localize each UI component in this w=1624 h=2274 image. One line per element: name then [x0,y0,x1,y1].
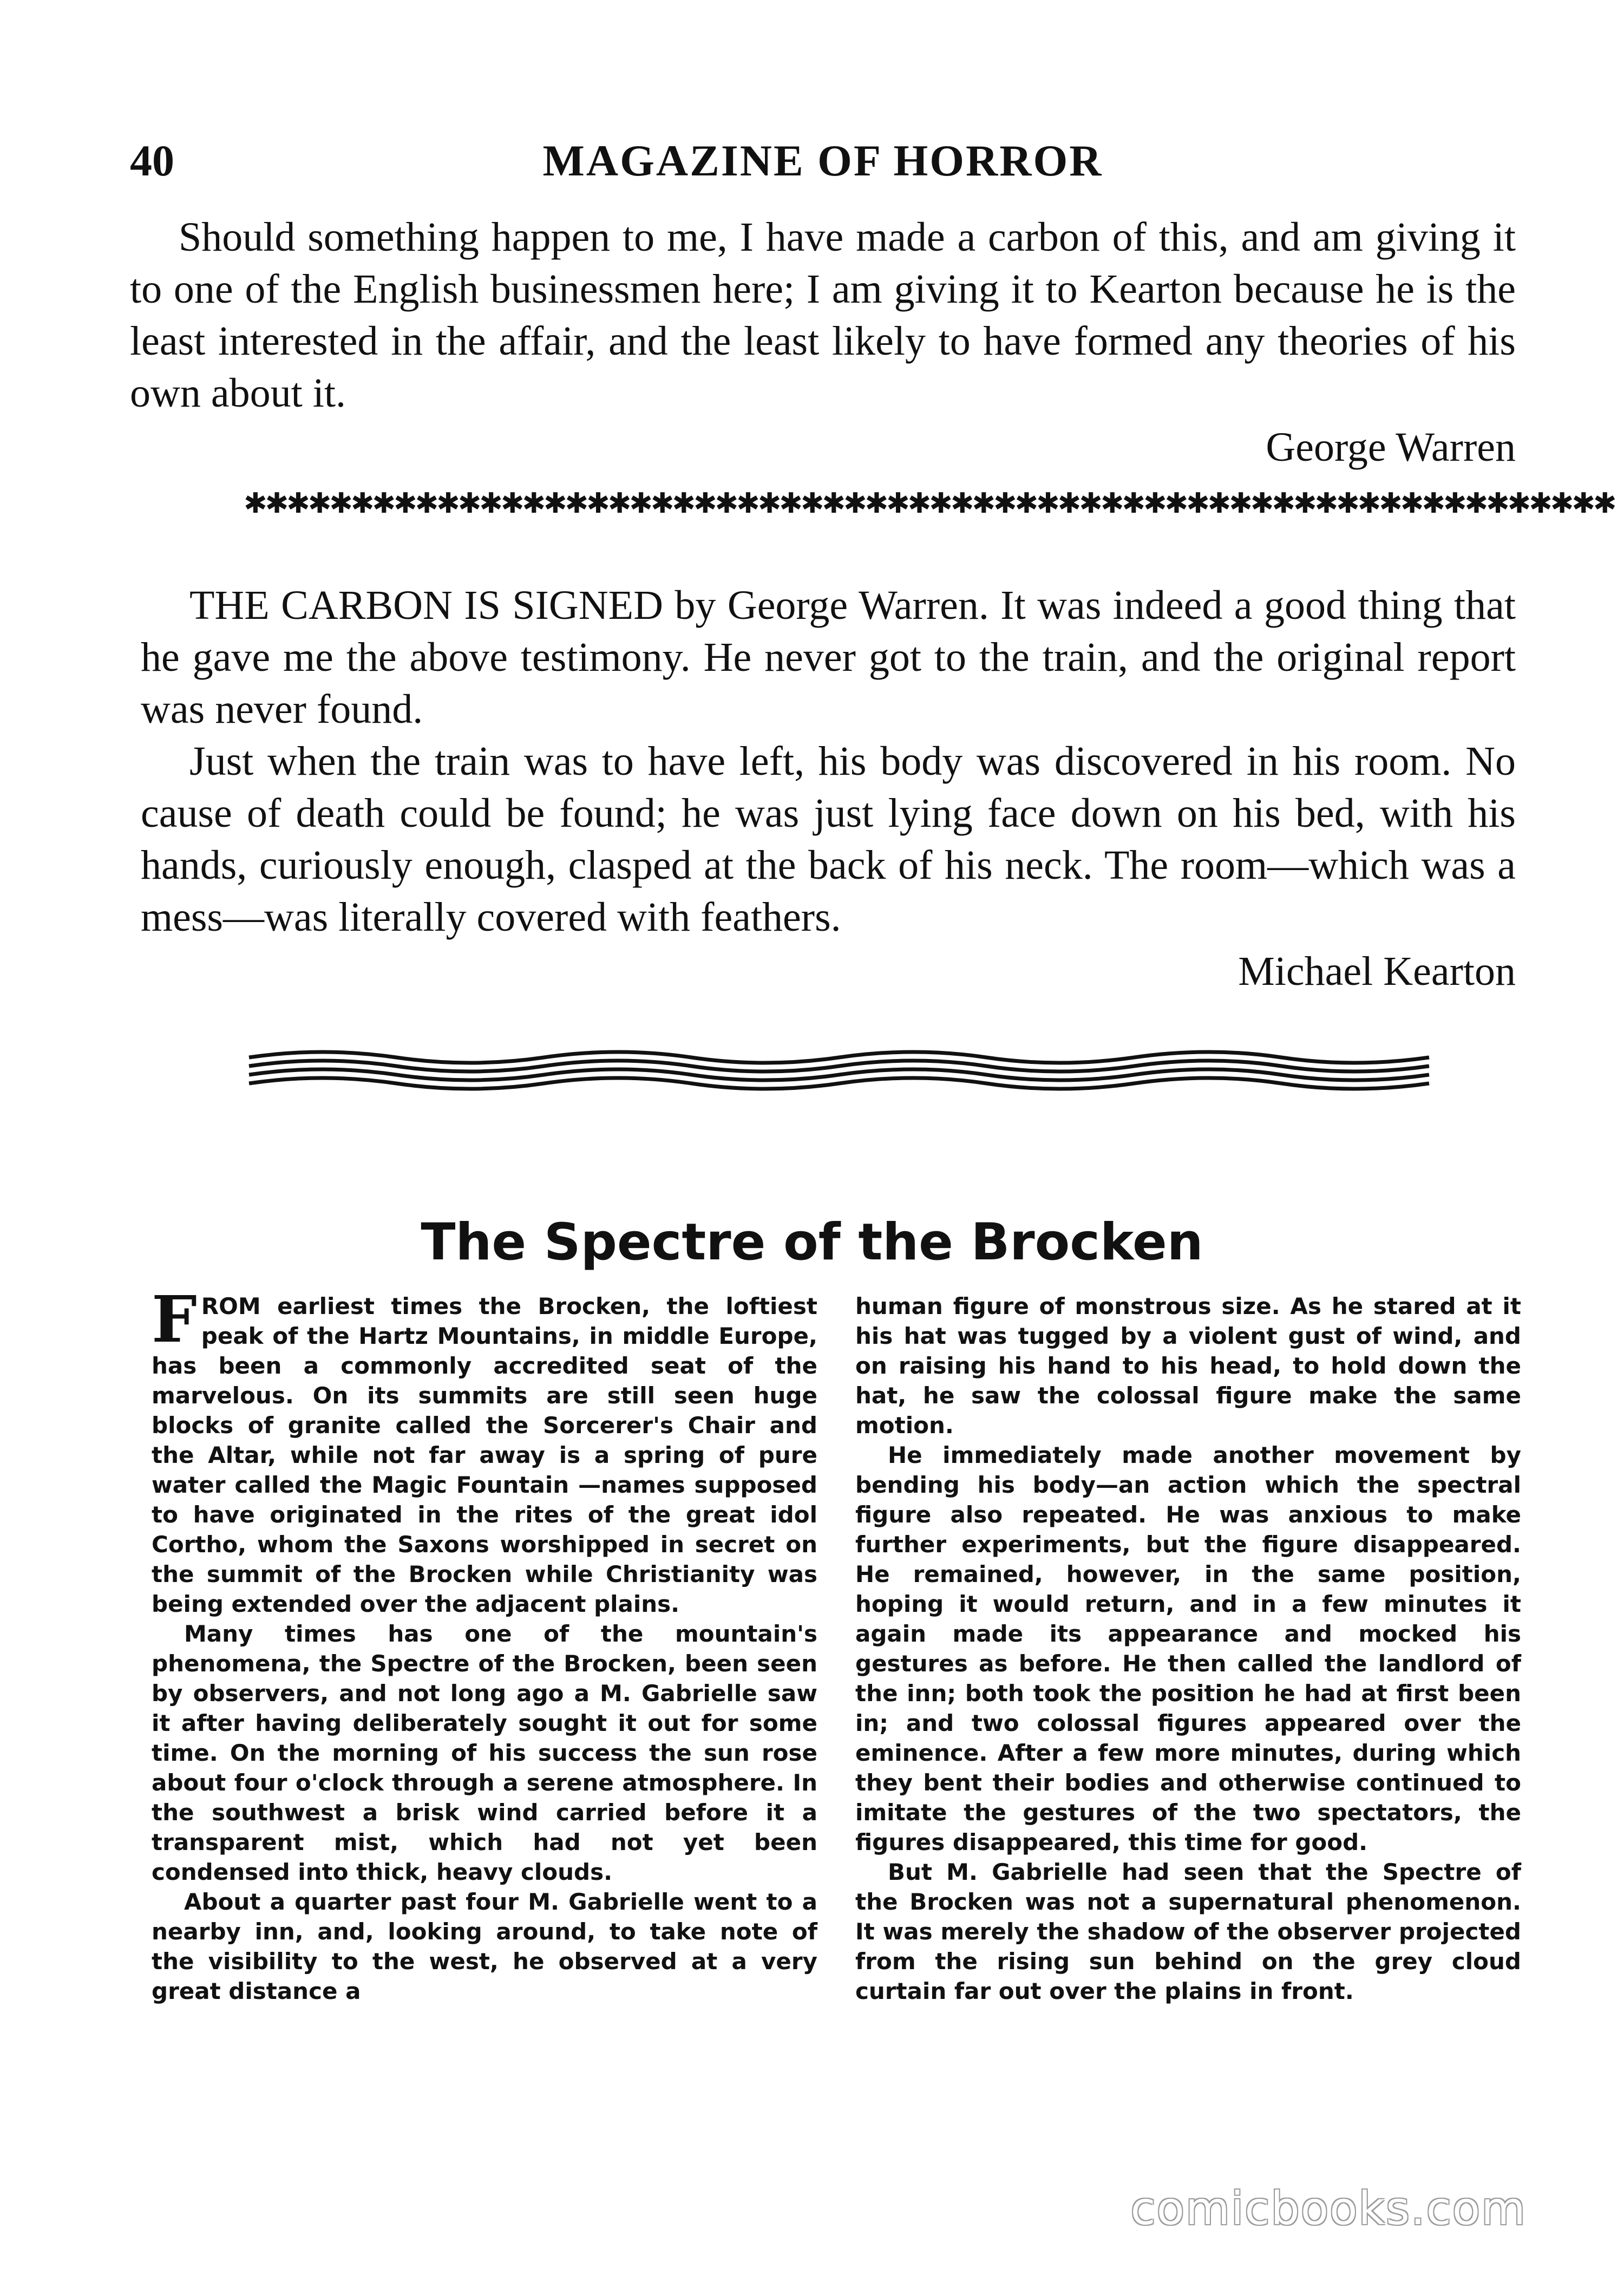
star-divider: ✱✱✱✱✱✱✱✱✱✱✱✱✱✱✱✱✱✱✱✱✱✱✱✱✱✱✱✱✱✱✱✱✱✱✱✱✱✱✱✱✱✱✱✱✱✱✱✱✱✱✱✱✱✱✱✱✱✱✱✱✱✱✱✱ [244,487,1615,520]
article-right-column [855,1291,1521,2006]
wave-divider [249,1048,1429,1096]
running-head: MAGAZINE OF HORROR [542,136,1103,185]
epilogue-block [141,579,1516,997]
letter-signature: George Warren [1266,424,1516,470]
article-paragraph [152,1282,817,1619]
epilogue-paragraph-1: THE CARBON IS SIGNED by George Warren. It was indeed a good thing that he gave me the above testimony. He never got to the train, and the original report was never found. [141,583,1516,732]
epilogue-paragraph-2: Just when the train was to have left, his body was discovered in his room. No cause of death could be found; he was just lying face down on his bed, with his hands, curiously enough, clasped at the back of his neck. The room—which was a mess—was literally covered with feathers. [141,739,1516,940]
article-title: The Spectre of the Brocken [421,1213,1203,1272]
page-header [130,135,1516,195]
article-paragraph: human figure of monstrous size. As he stared at it his hat was tugged by a violent gust of wind, and on raising his hand to his head, to hold down the hat, he saw the colossal figure make the same motion. [855,1293,1521,1439]
article-paragraph: He immediately made another movement by bending his body—an action which the spectral figure also repeated. He was anxious to make further experiments, but the figure disappeared. He remained, however, in the same position, hoping it would return, and in a few minutes it again made its appearance and mocked his gestures as before. He then called the landlord of the inn; both took the position he had at first been in; and two colossal figures appeared over the eminence. After a few more minutes, during which they bent their bodies and otherwise continued to imitate the gestures of the two spectators, the figures disappeared, this time for good. [855,1442,1521,1855]
article-left-column [152,1282,817,2006]
letter-block [130,211,1516,473]
article-opening-text: ROM earliest times the Brocken, the loftiest peak of the Hartz Mountains, in middle Europe, has been a commonly accredited seat of the marvelous. On its summits are still seen huge blocks of granite called the Sorcerer's Chair and the Altar, while not far away is a spring of pure water called the Magic Fountain —names supposed to have originated in the rites of the great idol Cortho, whom the Saxons worshipped in secret on the summit of the Brocken while Christianity was being extended over the adjacent plains. [152,1293,817,1617]
drop-cap: F [152,1282,197,1357]
epilogue-signature: Michael Kearton [1238,949,1516,994]
article-paragraph: But M. Gabrielle had seen that the Spectre of the Brocken was not a supernatural phenomenon. It was merely the shadow of the observer projected from the rising sun behind on the grey cloud curtain far out over the plains in front. [855,1859,1521,2004]
article-paragraph: Many times has one of the mountain's phenomena, the Spectre of the Brocken, been seen by observers, and not long ago a M. Gabrielle saw it after having deliberately sought it out for some time. On the morning of his success the sun rose about four o'clock through a serene atmosphere. In the southwest a brisk wind carried before it a transparent mist, which had not yet been condensed into thick, heavy clouds. [152,1620,817,1885]
watermark: comicbooks.com [1130,2182,1527,2235]
letter-paragraph: Should something happen to me, I have made a carbon of this, and am giving it to one of the English businessmen here; I am giving it to Kearton because he is the least interested in the affair, and the least likely to have formed any theories of his own about it. [130,214,1516,416]
article-paragraph: About a quarter past four M. Gabrielle went to a nearby inn, and, looking around, to take note of the visibility to the west, he observed at a very great distance a [152,1889,817,2004]
page-number: 40 [130,136,174,185]
